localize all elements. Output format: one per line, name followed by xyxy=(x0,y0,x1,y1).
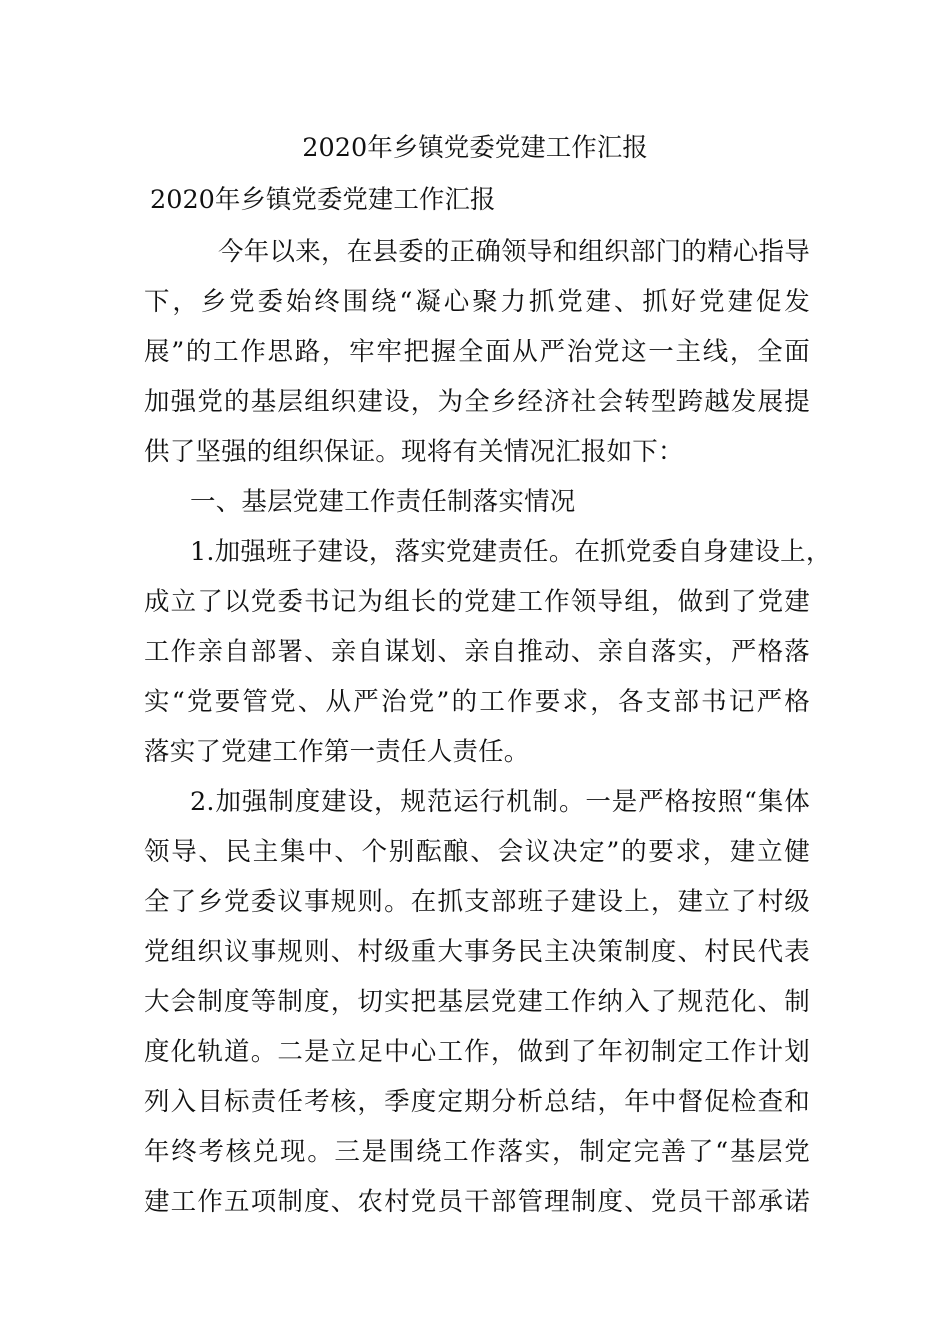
document-title: 2020年乡镇党委党建工作汇报 xyxy=(302,133,648,163)
document-subtitle: 2020年乡镇党委党建工作汇报 xyxy=(150,185,496,215)
paragraph-line: 今年以来，在县委的正确领导和组织部门的精心指导 xyxy=(218,237,810,267)
paragraph-line: 党组织议事规则、村级重大事务民主决策制度、村民代表 xyxy=(144,937,810,967)
paragraph-line: 领导、民主集中、个别酝酿、会议决定”的要求，建立健 xyxy=(144,837,810,867)
paragraph-line: 供了坚强的组织保证。现将有关情况汇报如下： xyxy=(144,437,684,467)
paragraph-line: 实“党要管党、从严治党”的工作要求，各支部书记严格 xyxy=(144,687,810,717)
paragraph-line: 大会制度等制度，切实把基层党建工作纳入了规范化、制 xyxy=(144,987,810,1017)
paragraph-line: 建工作五项制度、农村党员干部管理制度、党员干部承诺 xyxy=(144,1187,810,1217)
paragraph-line: 年终考核兑现。三是围绕工作落实，制定完善了“基层党 xyxy=(144,1137,810,1167)
paragraph-line: 度化轨道。二是立足中心工作，做到了年初制定工作计划 xyxy=(144,1037,810,1067)
paragraph-line: 加强党的基层组织建设，为全乡经济社会转型跨越发展提 xyxy=(144,387,810,417)
paragraph-line: 2.加强制度建设，规范运行机制。一是严格按照“集体 xyxy=(190,787,810,817)
paragraph-line: 下，乡党委始终围绕“凝心聚力抓党建、抓好党建促发 xyxy=(144,287,810,317)
paragraph-line: 落实了党建工作第一责任人责任。 xyxy=(144,737,530,767)
paragraph-line: 全了乡党委议事规则。在抓支部班子建设上，建立了村级 xyxy=(144,887,810,917)
paragraph-line: 成立了以党委书记为组长的党建工作领导组，做到了党建 xyxy=(144,587,810,617)
paragraph-line: 展”的工作思路，牢牢把握全面从严治党这一主线，全面 xyxy=(144,337,810,367)
paragraph-line: 1.加强班子建设，落实党建责任。在抓党委自身建设上， xyxy=(190,537,832,567)
paragraph-line: 工作亲自部署、亲自谋划、亲自推动、亲自落实，严格落 xyxy=(144,637,810,667)
paragraph-line: 列入目标责任考核，季度定期分析总结，年中督促检查和 xyxy=(144,1087,810,1117)
section-heading: 一、基层党建工作责任制落实情况 xyxy=(190,487,576,517)
